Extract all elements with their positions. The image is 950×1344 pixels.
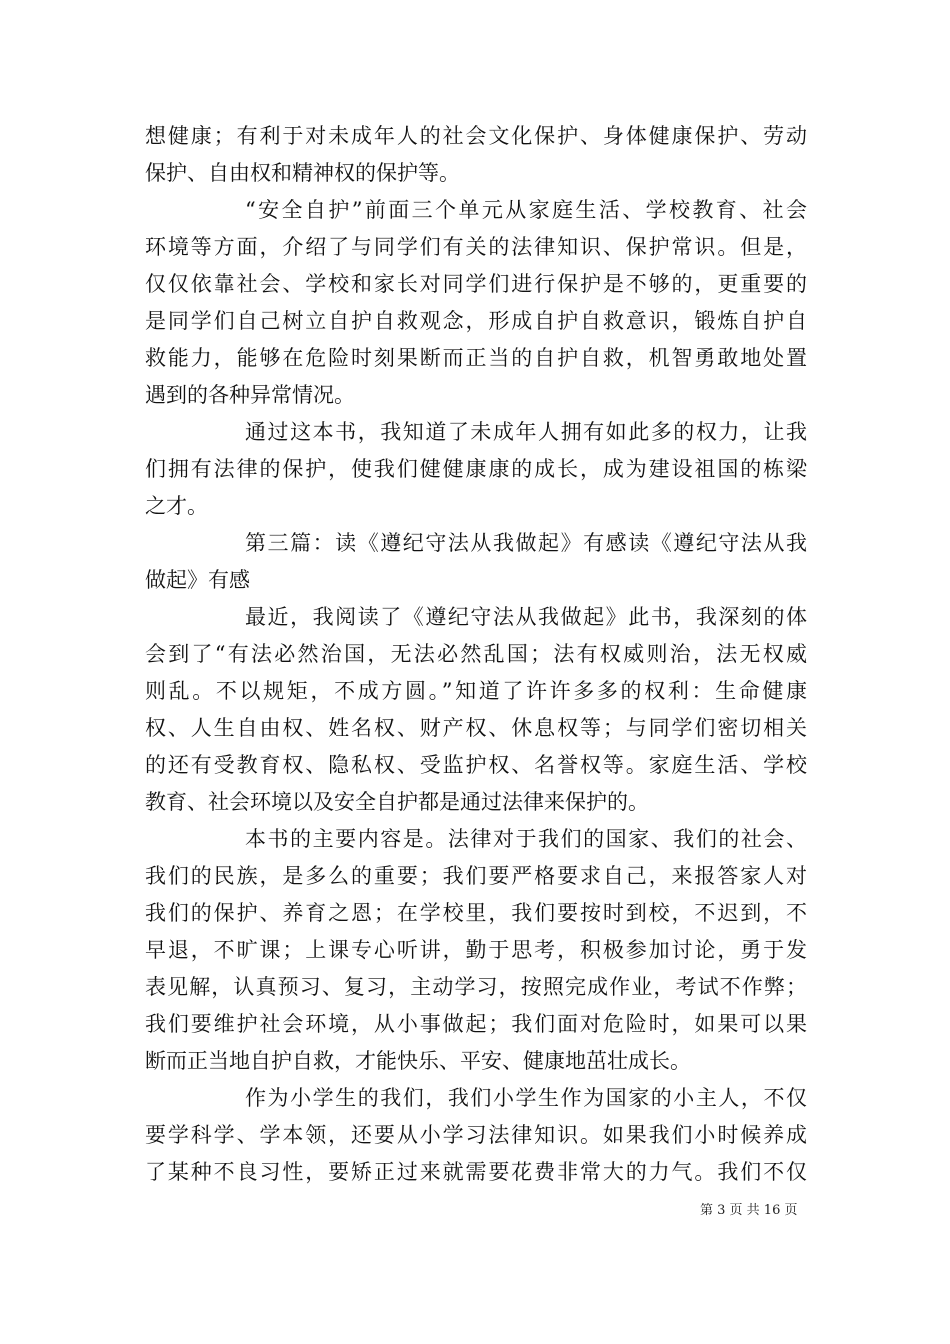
text-line: 做起》有感 <box>145 568 250 592</box>
text-line: 了某种不良习性，要矫正过来就需要花费非常大的力气。我们不仅 <box>145 1160 807 1184</box>
page-number: 第 3 页 共 16 页 <box>700 1203 798 1218</box>
text-line: 则乱。不以规矩，不成方圆。”知道了许许多多的权利：生命健康 <box>145 679 807 703</box>
text-line: 我们的民族，是多么的重要；我们要严格要求自己，来报答家人对 <box>145 864 807 888</box>
text-line: “安全自护”前面三个单元从家庭生活、学校教育、社会 <box>245 198 807 222</box>
text-line: 作为小学生的我们，我们小学生作为国家的小主人，不仅 <box>245 1086 807 1110</box>
text-line: 第三篇：读《遵纪守法从我做起》有感读《遵纪守法从我 <box>245 531 807 555</box>
text-line: 们拥有法律的保护，使我们健健康康的成长，成为建设祖国的栋梁 <box>145 457 807 481</box>
text-line: 我们的保护、养育之恩；在学校里，我们要按时到校，不迟到，不 <box>145 901 807 925</box>
text-line: 仅仅依靠社会、学校和家长对同学们进行保护是不够的，更重要的 <box>145 272 807 296</box>
text-line: 要学科学、学本领，还要从小学习法律知识。如果我们小时候养成 <box>145 1123 807 1147</box>
text-line: 会到了“有法必然治国，无法必然乱国；法有权威则治，法无权威 <box>145 642 807 666</box>
text-line: 早退，不旷课；上课专心听讲，勤于思考，积极参加讨论，勇于发 <box>145 938 807 962</box>
document-body <box>145 118 807 1191</box>
text-line: 教育、社会环境以及安全自护都是通过法律来保护的。 <box>145 790 649 814</box>
text-line: 环境等方面，介绍了与同学们有关的法律知识、保护常识。但是， <box>145 235 807 259</box>
text-line: 遇到的各种异常情况。 <box>145 383 355 407</box>
text-line: 表见解，认真预习、复习，主动学习，按照完成作业，考试不作弊； <box>145 975 807 999</box>
text-line: 之才。 <box>145 494 208 518</box>
text-line: 断而正当地自护自救，才能快乐、平安、健康地茁壮成长。 <box>145 1049 691 1073</box>
text-line: 是同学们自己树立自护自救观念，形成自护自救意识，锻炼自护自 <box>145 309 807 333</box>
text-line: 本书的主要内容是。法律对于我们的国家、我们的社会、 <box>245 827 807 851</box>
text-line: 救能力，能够在危险时刻果断而正当的自护自救，机智勇敢地处置 <box>145 346 807 370</box>
text-line: 想健康；有利于对未成年人的社会文化保护、身体健康保护、劳动 <box>145 124 807 148</box>
text-line: 权、人生自由权、姓名权、财产权、休息权等；与同学们密切相关 <box>145 716 807 740</box>
text-line: 保护、自由权和精神权的保护等。 <box>145 161 460 185</box>
text-line: 通过这本书，我知道了未成年人拥有如此多的权力，让我 <box>245 420 807 444</box>
text-line: 最近，我阅读了《遵纪守法从我做起》此书，我深刻的体 <box>245 605 807 629</box>
text-line: 我们要维护社会环境，从小事做起；我们面对危险时，如果可以果 <box>145 1012 807 1036</box>
text-line: 的还有受教育权、隐私权、受监护权、名誉权等。家庭生活、学校 <box>145 753 807 777</box>
